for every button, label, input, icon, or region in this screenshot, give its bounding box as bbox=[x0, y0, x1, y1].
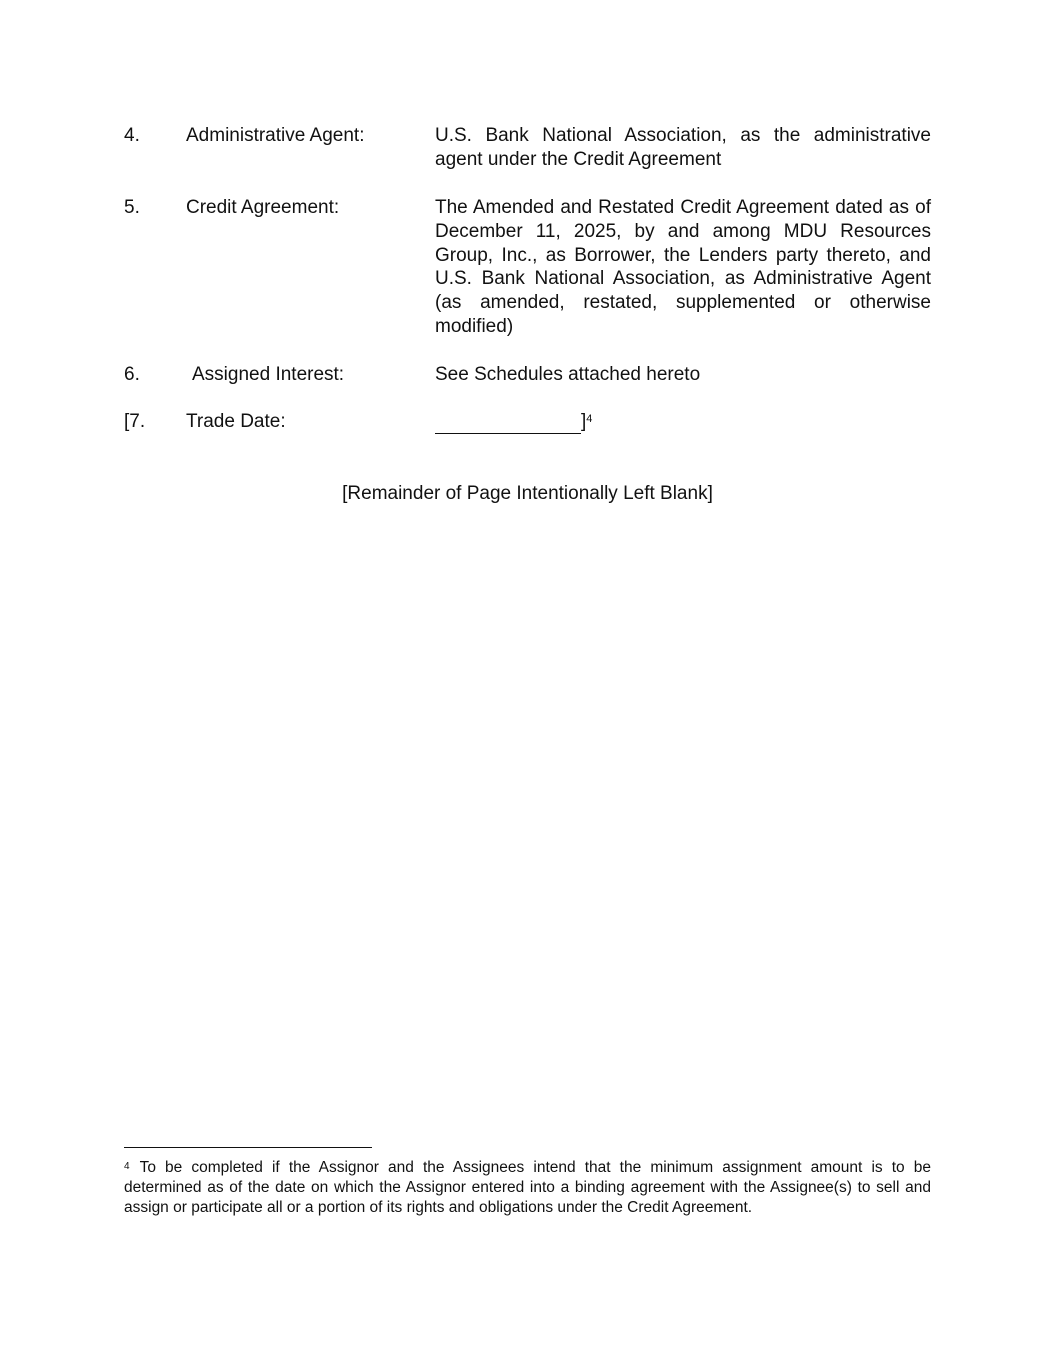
footnote-divider bbox=[124, 1147, 372, 1148]
item-value bbox=[435, 410, 931, 434]
item-label: Trade Date: bbox=[186, 411, 286, 432]
item-number: [7. bbox=[124, 411, 146, 432]
footnote-text: To be completed if the Assignor and the Assignees intend that the minimum assignment amount is to be determined as of the date on which the Assignor entered into a binding agreement with the Assignee(s) to sell and assign or participate all or a portion of its rights and obligations under the Credit Agreement. bbox=[124, 1159, 931, 1216]
remainder-note: [Remainder of Page Intentionally Left Blank] bbox=[342, 483, 713, 504]
bracket-close: ] bbox=[581, 411, 587, 432]
item-value: See Schedules attached hereto bbox=[435, 364, 701, 385]
footnote bbox=[124, 1158, 931, 1218]
item-label: Assigned Interest: bbox=[192, 364, 345, 385]
footnote-reference: 4 bbox=[586, 413, 593, 425]
item-label: Administrative Agent: bbox=[186, 125, 365, 146]
item-value: The Amended and Restated Credit Agreement dated as of December 11, 2025, by and among MDU Resources Group, Inc., as Borrower, the Lenders party thereto, and U.S. Bank National Association, as Administrative Agent (as amended, restated, supplemented or otherwise modified) bbox=[435, 197, 931, 337]
footnote-mark: 4 bbox=[124, 1161, 130, 1172]
item-number: 4. bbox=[124, 125, 140, 146]
item-label: Credit Agreement: bbox=[186, 197, 340, 218]
item-value: U.S. Bank National Association, as the administrative agent under the Credit Agreement bbox=[435, 125, 931, 170]
trade-date-blank-line bbox=[435, 413, 581, 434]
item-number: 5. bbox=[124, 197, 140, 218]
item-number: 6. bbox=[124, 364, 140, 385]
